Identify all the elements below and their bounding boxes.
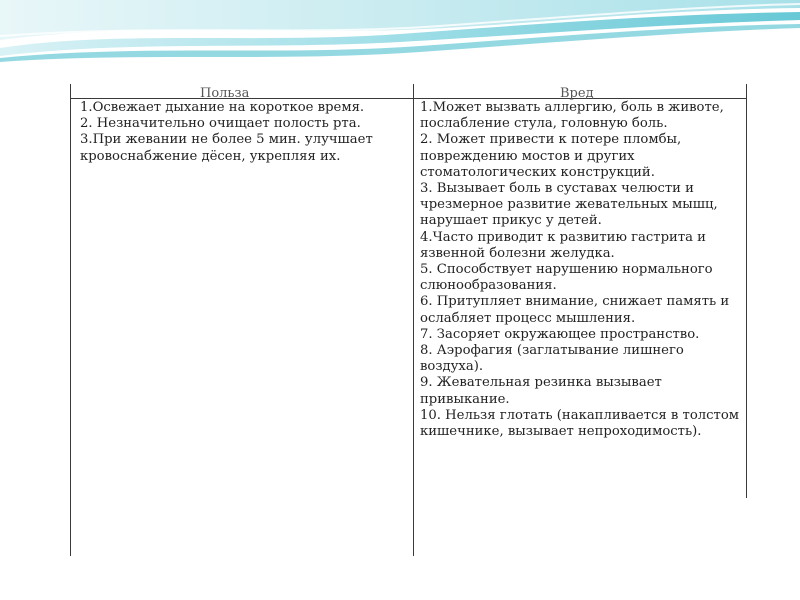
harm-item: 10. Нельзя глотать (накапливается в толстом кишечнике, вызывает непроходимость). <box>420 407 740 440</box>
harm-item: 4.Часто приводит к развитию гастрита и язвенной болезни желудка. <box>420 229 706 261</box>
harm-item: 7. Засоряет окружающее пространство. <box>420 326 700 342</box>
table-column-divider <box>413 84 414 556</box>
harm-item: 6. Притупляет внимание, снижает память и ослабляет процесс мышления. <box>420 294 730 326</box>
benefit-item: 1.Освежает дыхание на короткое время. <box>80 100 365 115</box>
harm-item: 1.Может вызвать аллергию, боль в животе, послабление стула, головную боль. <box>420 100 724 132</box>
decorative-wave-header <box>0 0 800 80</box>
column-header-harms: Вред <box>560 86 594 101</box>
harm-item: 3. Вызывает боль в суставах челюсти и чрезмерное развитие жевательных мышц, нарушает прикус у детей. <box>420 181 718 229</box>
benefit-item: 3.При жевании не более 5 мин. улучшает кровоснабжение дёсен, укрепляя их. <box>80 132 373 164</box>
harm-item: 5. Способствует нарушению нормального слюнообразования. <box>420 262 713 294</box>
table-header-rule <box>70 98 747 99</box>
harm-item: 2. Может привести к потере пломбы, повреждению мостов и других стоматологических конструкций. <box>420 132 682 180</box>
harm-item: 9. Жевательная резинка вызывает привыкание. <box>420 375 662 407</box>
table-border-left <box>70 84 71 556</box>
harm-item: 8. Аэрофагия (заглатывание лишнего воздуха). <box>420 343 684 375</box>
harms-cell <box>420 100 750 440</box>
column-header-benefits: Польза <box>200 86 250 101</box>
benefit-item: 2. Незначительно очищает полость рта. <box>80 116 361 132</box>
benefits-cell <box>80 100 390 165</box>
